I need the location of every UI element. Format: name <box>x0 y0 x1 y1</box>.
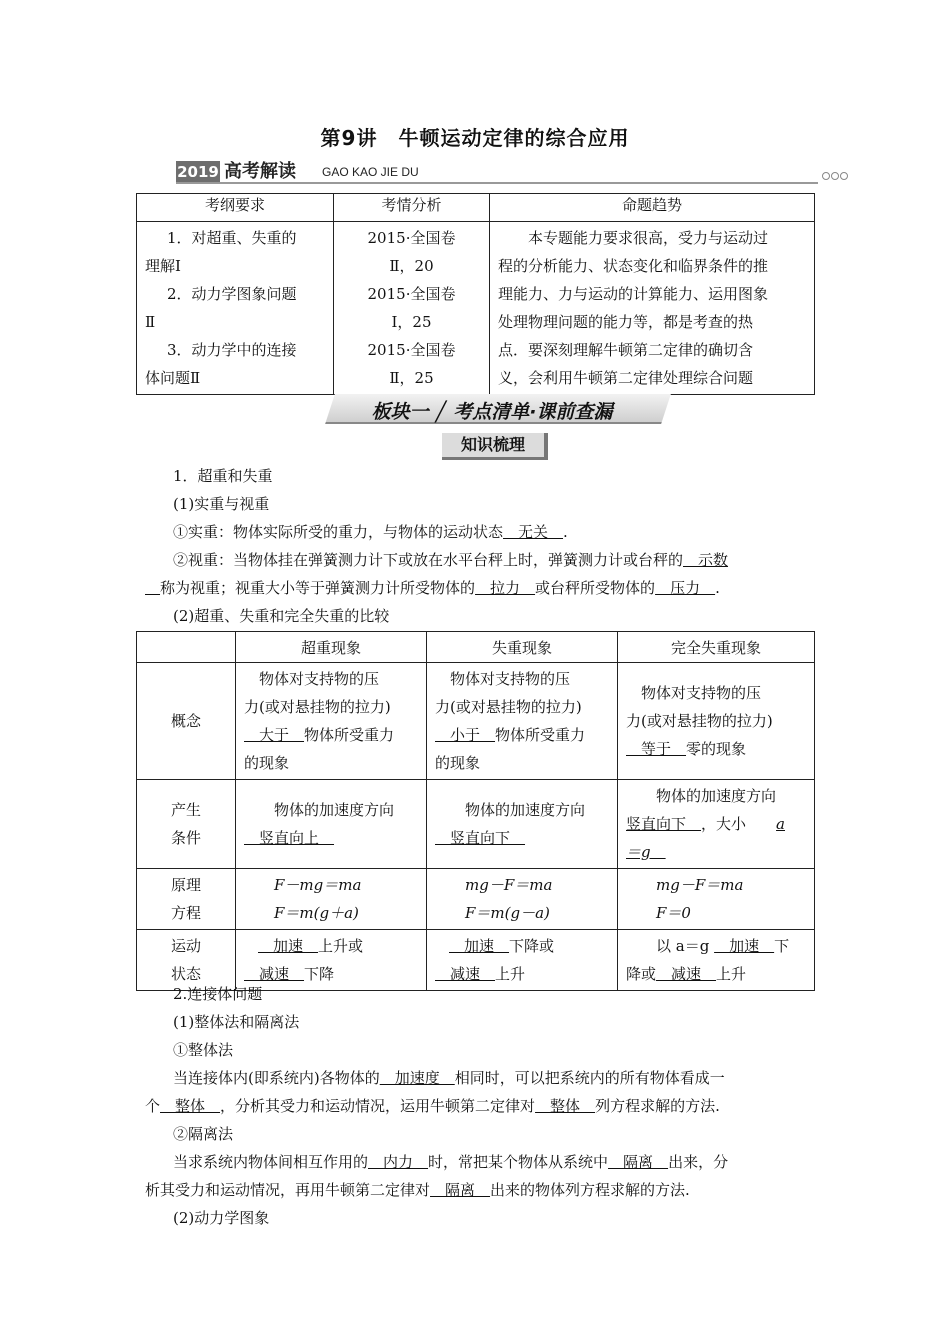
heading-connected-bodies: 2.连接体问题 <box>173 985 263 1003</box>
blank-answer: 隔离 <box>608 1153 669 1171</box>
row-label: 运动 状态 <box>137 930 236 991</box>
knowledge-banner: 知识梳理 <box>442 433 548 460</box>
banner-rule <box>176 182 818 184</box>
subheading-isolation-method: ②隔离法 <box>173 1125 234 1143</box>
table-header: 完全失重现象 <box>618 632 815 663</box>
paragraph-real-weight: ①实重：物体实际所受的重力，与物体的运动状态 无关 . <box>173 523 568 541</box>
banner-title: 高考解读 <box>224 161 296 182</box>
overweight-comparison-table <box>136 631 815 991</box>
subheading-real-weight: (1)实重与视重 <box>173 495 270 513</box>
table-cell: 加速 下降或 减速 上升 <box>427 930 618 991</box>
analysis-cell: 2015·全国卷 Ⅱ，20 2015·全国卷 Ⅰ，25 2015·全国卷 Ⅱ，25 <box>334 222 490 395</box>
table-header: 考纲要求 <box>137 194 334 222</box>
subheading-methods: (1)整体法和隔离法 <box>173 1013 300 1031</box>
row-label: 产生 条件 <box>137 780 236 869</box>
table-cell: 物体对支持物的压 力(或对悬挂物的拉力) 小于 物体所受重力 的现象 <box>427 663 618 780</box>
blank-answer: 加速度 <box>379 1069 455 1087</box>
row-label: 原理 方程 <box>137 869 236 930</box>
banner-dots-icon <box>821 166 848 184</box>
table-cell: F－mg＝ma F＝m(g＋a) <box>236 869 427 930</box>
paragraph-whole-method: 当连接体内(即系统内)各物体的 加速度 相同时，可以把系统内的所有物体看成一 <box>173 1069 725 1087</box>
blank-answer: 无关 <box>503 523 564 541</box>
table-header: 超重现象 <box>236 632 427 663</box>
table-header: 命题趋势 <box>490 194 815 222</box>
blank-answer: 整体 <box>535 1097 596 1115</box>
banner-subtitle: GAO KAO JIE DU <box>322 165 419 179</box>
paragraph-whole-method-cont: 个 整体 ，分析其受力和运动情况，运用牛顿第二定律对 整体 列方程求解的方法. <box>145 1097 720 1115</box>
table-cell: 以 a＝g 加速 下 降或 减速 上升 <box>618 930 815 991</box>
banner-year: 2019 <box>177 163 219 181</box>
table-header: 考情分析 <box>334 194 490 222</box>
paragraph-apparent-weight-cont: 称为视重；视重大小等于弹簧测力计所受物体的 拉力 或台秤所受物体的 压力 . <box>160 579 720 597</box>
table-cell: 物体的加速度方向 竖直向下 ，大小 a ＝g <box>618 780 815 869</box>
requirements-cell: 1．对超重、失重的 理解Ⅰ 2．动力学图象问题 Ⅱ 3．动力学中的连接 体问题Ⅱ <box>137 222 334 395</box>
page-title: 第9讲 牛顿运动定律的综合应用 <box>320 126 630 150</box>
blank-answer: 示数 <box>683 551 729 569</box>
paragraph-isolation-method-cont: 析其受力和运动情况，再用牛顿第二定律对 隔离 出来的物体列方程求解的方法. <box>145 1181 690 1199</box>
heading-overweight: 1．超重和失重 <box>173 467 273 485</box>
subheading-whole-method: ①整体法 <box>173 1041 234 1059</box>
trend-cell: 本专题能力要求很高，受力与运动过 程的分析能力、状态变化和临界条件的推 理能力、力与运动的计算能力、运用图象 处理物理问题的能力等，都是考查的热 点．要深刻理解牛顿第二定律的确切含 义，会利用牛顿第二定律处理综合问题 <box>490 222 815 395</box>
table-cell: mg－F＝ma F＝0 <box>618 869 815 930</box>
blank-answer: 压力 <box>655 579 716 597</box>
blank-answer: 拉力 <box>475 579 536 597</box>
subheading-comparison: (2)超重、失重和完全失重的比较 <box>173 607 390 625</box>
subheading-dynamics-graphs: (2)动力学图象 <box>173 1209 270 1227</box>
table-cell: 物体的加速度方向 竖直向下 <box>427 780 618 869</box>
paragraph-apparent-weight: ②视重：当物体挂在弹簧测力计下或放在水平台秤上时，弹簧测力计或台秤的 示数 <box>173 551 729 569</box>
blank-answer: 整体 <box>160 1097 221 1115</box>
exam-requirements-table <box>136 193 815 395</box>
table-cell: 物体的加速度方向 竖直向上 <box>236 780 427 869</box>
blank-answer: 隔离 <box>430 1181 491 1199</box>
table-header: 失重现象 <box>427 632 618 663</box>
table-cell: 加速 上升或 减速 下降 <box>236 930 427 991</box>
blank-answer: 内力 <box>368 1153 429 1171</box>
table-cell: 物体对支持物的压 力(或对悬挂物的拉力) 大于 物体所受重力 的现象 <box>236 663 427 780</box>
table-header <box>137 632 236 663</box>
row-label: 概念 <box>137 663 236 780</box>
paragraph-isolation-method: 当求系统内物体间相互作用的 内力 时，常把某个物体从系统中 隔离 出来，分 <box>173 1153 729 1171</box>
exam-analysis-banner <box>176 160 848 184</box>
section-banner: 板块一 ╱ 考点清单·课前查漏 <box>318 394 666 424</box>
table-cell: 物体对支持物的压 力(或对悬挂物的拉力) 等于 零的现象 <box>618 663 815 780</box>
table-cell: mg－F＝ma F＝m(g－a) <box>427 869 618 930</box>
